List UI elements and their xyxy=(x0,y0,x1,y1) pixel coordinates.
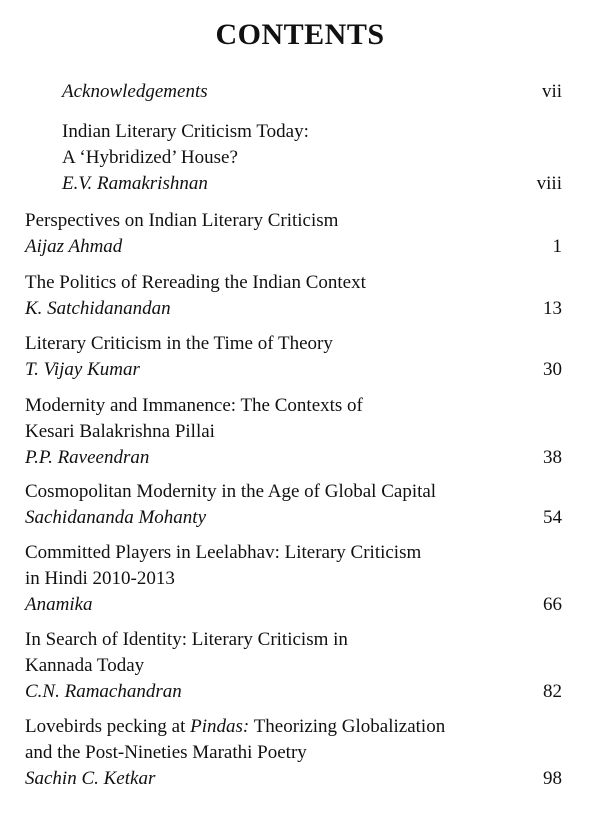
page-title: CONTENTS xyxy=(215,18,385,51)
toc-title-italic-word: Pindas: xyxy=(190,716,250,737)
toc-title-line[interactable]: Literary Criticism in the Time of Theory xyxy=(25,333,333,354)
toc-title-line[interactable]: and the Post-Nineties Marathi Poetry xyxy=(25,742,307,763)
toc-page-number: 30 xyxy=(543,359,562,380)
toc-author: K. Satchidanandan xyxy=(25,298,171,319)
toc-title-line[interactable]: Committed Players in Leelabhav: Literary Criticism xyxy=(25,542,422,563)
toc-title-line[interactable]: Kannada Today xyxy=(25,655,145,676)
toc-title-segment: Theorizing Globalization xyxy=(253,716,446,737)
toc-title-line[interactable]: Perspectives on Indian Literary Criticism xyxy=(25,210,339,231)
toc-page-number: 13 xyxy=(543,298,562,319)
toc-author: E.V. Ramakrishnan xyxy=(62,173,208,194)
toc-author: T. Vijay Kumar xyxy=(25,359,140,380)
toc-title-line[interactable]: In Search of Identity: Literary Criticism in xyxy=(25,629,348,650)
toc-author: Sachin C. Ketkar xyxy=(25,768,156,789)
toc-title-segment: Lovebirds pecking at xyxy=(25,716,186,737)
toc-author: Sachidananda Mohanty xyxy=(25,507,207,528)
toc-page-number: 98 xyxy=(543,768,562,789)
toc-author: Anamika xyxy=(25,594,93,615)
toc-page-number: vii xyxy=(541,81,562,102)
toc-page-number: 54 xyxy=(543,507,562,528)
toc-page-number: 82 xyxy=(543,681,562,702)
toc-title-line[interactable]: in Hindi 2010-2013 xyxy=(25,568,175,589)
toc-title-line[interactable]: Kesari Balakrishna Pillai xyxy=(25,421,215,442)
toc-page-number: viii xyxy=(536,173,562,194)
toc-title-line[interactable]: Indian Literary Criticism Today: xyxy=(62,121,309,142)
toc-title-line[interactable]: A ‘Hybridized’ House? xyxy=(62,147,238,168)
toc-author: P.P. Raveendran xyxy=(25,447,150,468)
toc-title-line[interactable]: Cosmopolitan Modernity in the Age of Global Capital xyxy=(25,481,437,502)
toc-title-acknowledgements[interactable]: Acknowledgements xyxy=(62,81,208,102)
toc-author: Aijaz Ahmad xyxy=(25,236,123,257)
toc-author: C.N. Ramachandran xyxy=(25,681,182,702)
toc-title-line[interactable]: The Politics of Rereading the Indian Context xyxy=(25,272,366,293)
toc-title-line[interactable]: Modernity and Immanence: The Contexts of xyxy=(25,395,363,416)
toc-title-line[interactable] xyxy=(25,715,445,739)
toc-page-number: 66 xyxy=(543,594,562,615)
toc-page-number: 38 xyxy=(543,447,562,468)
toc-page-number: 1 xyxy=(552,236,562,257)
